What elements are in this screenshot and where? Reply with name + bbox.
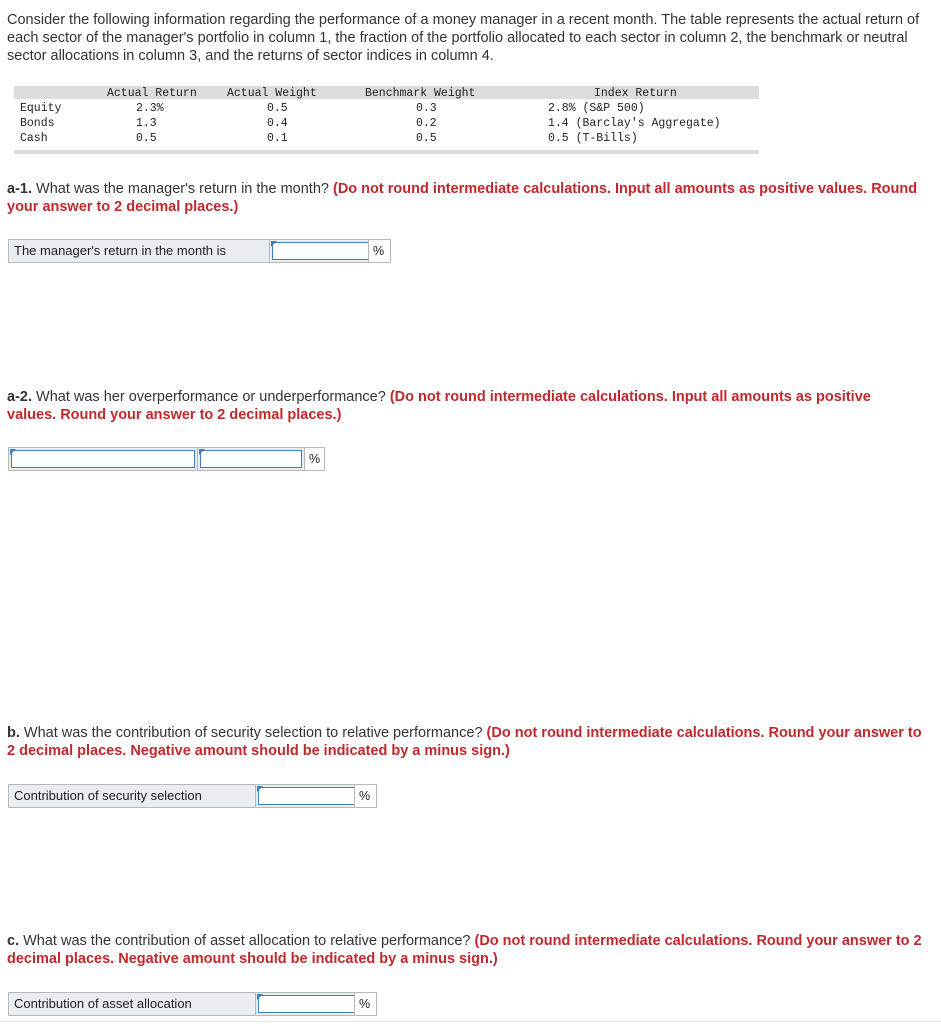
input-flag-icon <box>199 449 205 455</box>
question-c-number: c. <box>7 933 20 949</box>
cell-cash-index-return: 0.5 (T-Bills) <box>548 132 638 145</box>
performance-type-select[interactable] <box>8 447 198 471</box>
problem-intro: Consider the following information regarding the performance of a money manager in a recent month. The table represents the actual return of each sector of the manager's portfolio in column 1, the fraction of the portfolio allocated to each sector in column 2, the benchmark or neutral sector allocations in column 3, and the returns of sector indices in column 4. <box>7 12 920 64</box>
performance-amount-field[interactable] <box>200 450 302 468</box>
cell-bonds-benchmark-weight: 0.2 <box>416 117 437 130</box>
asset-allocation-field[interactable] <box>258 995 358 1013</box>
cell-bonds-actual-return: 1.3 <box>136 117 157 130</box>
question-a2-number: a-2. <box>7 389 32 405</box>
answer-b-unit: % <box>354 784 377 808</box>
answer-c-unit: % <box>354 992 377 1016</box>
input-flag-icon <box>10 449 16 455</box>
header-actual-weight: Actual Weight <box>227 87 317 100</box>
answer-b-label: Contribution of security selection <box>8 784 256 808</box>
answer-a1-label: The manager's return in the month is <box>8 239 270 263</box>
cell-equity-index-return: 2.8% (S&P 500) <box>548 102 645 115</box>
answer-a2-unit: % <box>304 447 325 471</box>
answer-a1-unit: % <box>368 239 391 263</box>
header-index-return: Index Return <box>594 87 677 100</box>
cell-cash-actual-weight: 0.1 <box>267 132 288 145</box>
question-a1-instruction: (Do not round intermediate calculations. Input all amounts as positive values. Round your answer to 2 decimal places.) <box>7 181 918 215</box>
cell-cash-actual-return: 0.5 <box>136 132 157 145</box>
question-a1-number: a-1. <box>7 181 32 197</box>
security-selection-input[interactable] <box>255 784 361 808</box>
input-flag-icon <box>271 241 277 247</box>
input-flag-icon <box>257 786 263 792</box>
performance-type-field[interactable] <box>11 450 195 468</box>
answer-c-label: Contribution of asset allocation <box>8 992 256 1016</box>
question-c-text: What was the contribution of asset allocation to relative performance? <box>19 933 475 949</box>
table-bottom-band <box>14 150 759 154</box>
question-b <box>7 724 922 760</box>
asset-allocation-input[interactable] <box>255 992 361 1016</box>
cell-bonds-actual-weight: 0.4 <box>267 117 288 130</box>
question-b-number: b. <box>7 725 20 741</box>
question-a1-text: What was the manager's return in the month? <box>32 181 333 197</box>
header-benchmark-weight: Benchmark Weight <box>365 87 476 100</box>
row-label-equity: Equity <box>20 102 62 115</box>
input-flag-icon <box>257 994 263 1000</box>
question-a2 <box>7 388 922 424</box>
cell-equity-actual-return: 2.3% <box>136 102 164 115</box>
question-a1 <box>7 180 922 216</box>
manager-return-field[interactable] <box>272 242 373 260</box>
cell-bonds-index-return: 1.4 (Barclay's Aggregate) <box>548 117 721 130</box>
manager-return-input[interactable] <box>269 239 376 263</box>
question-c <box>7 932 922 968</box>
row-label-cash: Cash <box>20 132 48 145</box>
question-b-text: What was the contribution of security selection to relative performance? <box>19 725 487 741</box>
question-c-instruction: (Do not round intermediate calculations. Round your answer to 2 decimal places. Negative amount should be indicated by a minus sign.) <box>7 933 922 967</box>
page-divider <box>0 1021 941 1022</box>
header-actual-return: Actual Return <box>107 87 197 100</box>
cell-equity-actual-weight: 0.5 <box>267 102 288 115</box>
row-label-bonds: Bonds <box>20 117 55 130</box>
cell-cash-benchmark-weight: 0.5 <box>416 132 437 145</box>
security-selection-field[interactable] <box>258 787 358 805</box>
question-a2-text: What was her overperformance or underperformance? <box>32 389 390 405</box>
performance-table <box>14 86 759 154</box>
question-a2-instruction: (Do not round intermediate calculations. Input all amounts as positive values. Round your answer to 2 decimal places.) <box>7 389 871 423</box>
question-b-instruction: (Do not round intermediate calculations. Round your answer to 2 decimal places. Negative amount should be indicated by a minus sign.) <box>7 725 922 759</box>
performance-amount-input[interactable] <box>197 447 305 471</box>
cell-equity-benchmark-weight: 0.3 <box>416 102 437 115</box>
